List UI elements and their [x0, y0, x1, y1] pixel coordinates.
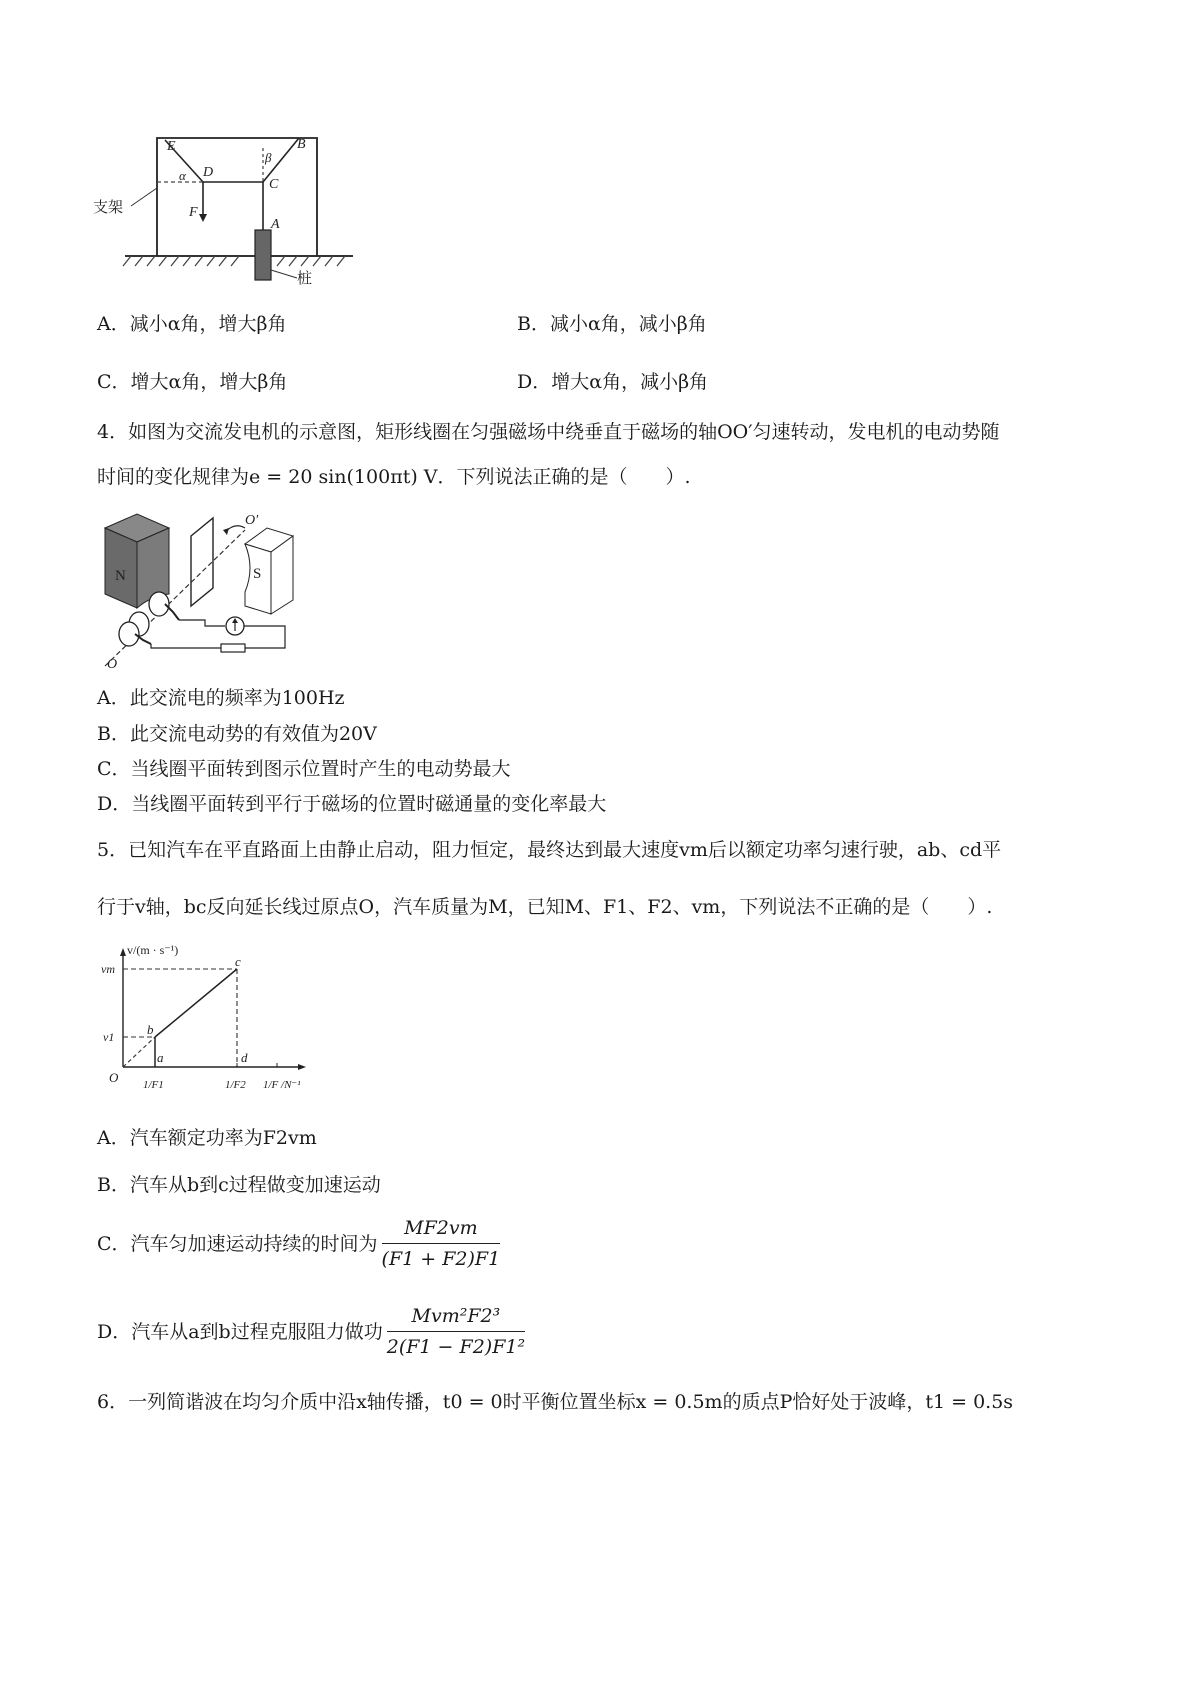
q5-x-axis-label: 1/F /N⁻¹: [263, 1079, 301, 1091]
q4-option-a: A．此交流电的频率为100Hz: [97, 687, 345, 709]
q5-y-axis-label: v/(m · s⁻¹): [127, 943, 179, 957]
q3-label-alpha: α: [179, 168, 186, 183]
q5-label-vm: vm: [101, 962, 115, 976]
q3-label-A: A: [271, 217, 280, 232]
q5-option-c-fraction: [382, 1216, 501, 1271]
q4-option-b: B．此交流电动势的有效值为20V: [97, 723, 377, 745]
q3-label-bracket: 支架: [93, 200, 124, 216]
q4-generator-figure: [95, 508, 300, 673]
q5-option-d: [97, 1304, 529, 1359]
q5-option-b: B．汽车从b到c过程做变加速运动: [97, 1174, 381, 1196]
q5-option-a: A．汽车额定功率为F2vm: [97, 1127, 317, 1149]
q5-label-b: b: [147, 1022, 154, 1037]
q4-option-c: C．当线圈平面转到图示位置时产生的电动势最大: [97, 758, 511, 780]
q4-label-S: S: [253, 566, 262, 582]
q3-label-E: E: [167, 139, 176, 154]
q5-stem-line2: 行于v轴，bc反向延长线过原点O，汽车质量为M，已知M、F1、F2、vm，下列说法不正确的是（ ）.: [97, 896, 993, 918]
q3-option-d: D．增大α角，减小β角: [517, 371, 709, 393]
q3-label-F: F: [189, 205, 198, 220]
q5-option-d-numerator: Mvm²F2³: [387, 1304, 525, 1332]
q5-stem-line1: 5．已知汽车在平直路面上由静止启动，阻力恒定，最终达到最大速度vm后以额定功率匀速行驶，ab、cd平: [97, 839, 1002, 861]
q5-label-v1: v1: [103, 1030, 115, 1044]
q4-stem-line2: 时间的变化规律为e = 20 sin(100πt) V．下列说法正确的是（ ）.: [97, 466, 691, 488]
q5-label-c: c: [235, 954, 241, 969]
q5-option-c: [97, 1216, 504, 1271]
q5-option-c-numerator: MF2vm: [382, 1216, 501, 1244]
q5-label-O: O: [109, 1070, 119, 1085]
q3-bracket-figure: [85, 118, 385, 293]
q4-label-O: O: [107, 657, 118, 672]
q5-option-d-text: D．汽车从a到b过程克服阻力做功: [97, 1320, 383, 1343]
q5-option-c-text: C．汽车匀加速运动持续的时间为: [97, 1232, 378, 1255]
q3-label-B: B: [297, 137, 306, 152]
q3-label-beta: β: [265, 150, 272, 165]
q4-label-N: N: [115, 568, 126, 584]
q3-label-pile: 桩: [297, 271, 313, 287]
q5-tick-1-over-F2: 1/F2: [225, 1079, 246, 1091]
q4-option-d: D．当线圈平面转到平行于磁场的位置时磁通量的变化率最大: [97, 793, 607, 815]
q5-option-c-denominator: (F1 + F2)F1: [381, 1248, 501, 1270]
q5-label-d: d: [241, 1050, 248, 1065]
q5-label-a: a: [157, 1050, 164, 1065]
q5-v-graph: [95, 942, 325, 1102]
q3-option-c: C．增大α角，增大β角: [97, 371, 288, 393]
q5-option-d-fraction: [387, 1304, 525, 1359]
q3-label-D: D: [203, 165, 214, 180]
q5-tick-1-over-F1: 1/F1: [143, 1079, 164, 1091]
q3-option-b: B．减小α角，减小β角: [517, 313, 707, 335]
q3-label-C: C: [269, 177, 279, 192]
q4-label-O-prime: O′: [245, 513, 259, 528]
q5-option-d-denominator: 2(F1 − F2)F1²: [386, 1336, 526, 1358]
q3-option-a: A．减小α角，增大β角: [97, 313, 287, 335]
q4-stem-line1: 4．如图为交流发电机的示意图，矩形线圈在匀强磁场中绕垂直于磁场的轴OO′匀速转动，发电机的电动势随: [97, 421, 1000, 443]
q6-stem-line1: 6．一列简谐波在均匀介质中沿x轴传播，t0 = 0时平衡位置坐标x = 0.5m的质点P恰好处于波峰，t1 = 0.5s: [97, 1391, 1014, 1413]
